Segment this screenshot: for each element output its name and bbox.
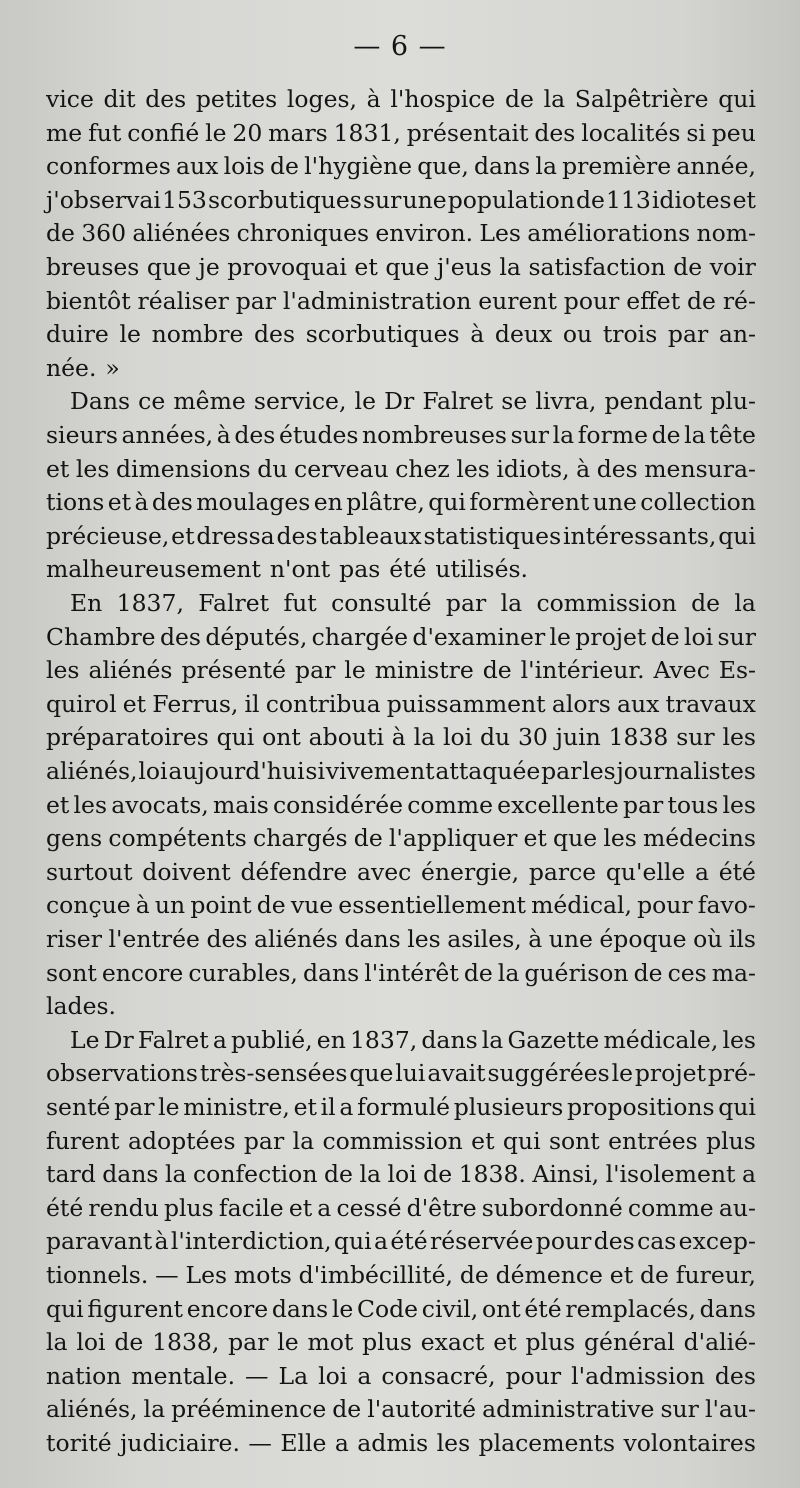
text-line: les aliénés présenté par le ministre de l'intérieur. Avec Es-	[46, 656, 756, 685]
text-line: observations très-sensées que lui avait suggérées le projet pré-	[46, 1059, 756, 1088]
text-line: conçue à un point de vue essentiellement médical, pour favo-	[46, 891, 756, 920]
text-line: me fut confié le 20 mars 1831, présentait des localités si peu	[46, 118, 756, 147]
text-line: furent adoptées par la commission et qui sont entrées plus	[46, 1126, 756, 1155]
text-line: préparatoires qui ont abouti à la loi du 30 juin 1838 sur les	[46, 723, 756, 752]
text-line: duire le nombre des scorbutiques à deux ou trois par an-	[46, 320, 756, 349]
text-line: tions et à des moulages en plâtre, qui formèrent une collection	[46, 488, 756, 517]
text-line: Le Dr Falret a publié, en 1837, dans la Gazette médicale, les	[70, 1025, 756, 1054]
text-line: gens compétents chargés de l'appliquer et que les médecins	[46, 824, 756, 853]
text-line: En 1837, Falret fut consulté par la commission de la	[70, 589, 756, 617]
text-line: précieuse, et dressa des tableaux statistiques intéressants, qui	[46, 521, 756, 550]
text-line: riser l'entrée des aliénés dans les asiles, à une époque où ils	[46, 925, 756, 953]
text-line: breuses que je provoquai et que j'eus la satisfaction de voir	[46, 253, 756, 281]
text-line: qui figurent encore dans le Code civil, ont été remplacés, dans	[46, 1294, 756, 1323]
text-line: née. »	[46, 353, 120, 382]
text-line: tionnels. — Les mots d'imbécillité, de démence et de fureur,	[46, 1261, 756, 1289]
text-line: et les dimensions du cerveau chez les idiots, à des mensura-	[46, 454, 756, 483]
text-line: paravant à l'interdiction, qui a été réservée pour des cas excep-	[46, 1227, 756, 1256]
text-line: sont encore curables, dans l'intérêt de la guérison de ces ma-	[46, 958, 756, 987]
text-line: et les avocats, mais considérée comme excellente par tous les	[46, 790, 756, 819]
text-line: surtout doivent défendre avec énergie, parce qu'elle a été	[46, 857, 756, 886]
text-line: de 360 aliénées chroniques environ. Les améliorations nom-	[46, 219, 756, 248]
page-number: — 6 —	[353, 31, 447, 62]
text-line: aliénés, la prééminence de l'autorité administrative sur l'au-	[46, 1395, 756, 1424]
text-line: malheureusement n'ont pas été utilisés.	[46, 555, 529, 584]
text-line: aliénés, loi aujourd'hui si vivement attaquée par les journalistes	[46, 757, 756, 785]
text-line: Chambre des députés, chargée d'examiner le projet de loi sur	[46, 622, 756, 651]
text-line: vice dit des petites loges, à l'hospice de la Salpêtrière qui	[46, 85, 756, 113]
text-line: nation mentale. — La loi a consacré, pour l'admission des	[46, 1361, 756, 1390]
text-line: lades.	[46, 992, 117, 1021]
text-line: Dans ce même service, le Dr Falret se livra, pendant plu-	[70, 387, 756, 416]
text-line: torité judiciaire. — Elle a admis les placements volontaires	[46, 1429, 756, 1457]
text-line: la loi de 1838, par le mot plus exact et plus général d'alié-	[46, 1328, 756, 1357]
text-line: tard dans la confection de la loi de 1838. Ainsi, l'isolement a	[46, 1160, 756, 1189]
text-line: quirol et Ferrus, il contribua puissamment alors aux travaux	[46, 689, 756, 718]
text-line: bientôt réaliser par l'administration eurent pour effet de ré-	[46, 286, 756, 315]
text-line: j'observai 153 scorbutiques sur une population de 113 idiotes et	[46, 185, 756, 214]
text-line: sieurs années, à des études nombreuses sur la forme de la tête	[46, 421, 756, 449]
text-line: conformes aux lois de l'hygiène que, dans la première année,	[46, 152, 756, 181]
text-line: été rendu plus facile et a cessé d'être subordonné comme au-	[46, 1193, 756, 1222]
text-line: senté par le ministre, et il a formulé plusieurs propositions qui	[46, 1093, 756, 1121]
